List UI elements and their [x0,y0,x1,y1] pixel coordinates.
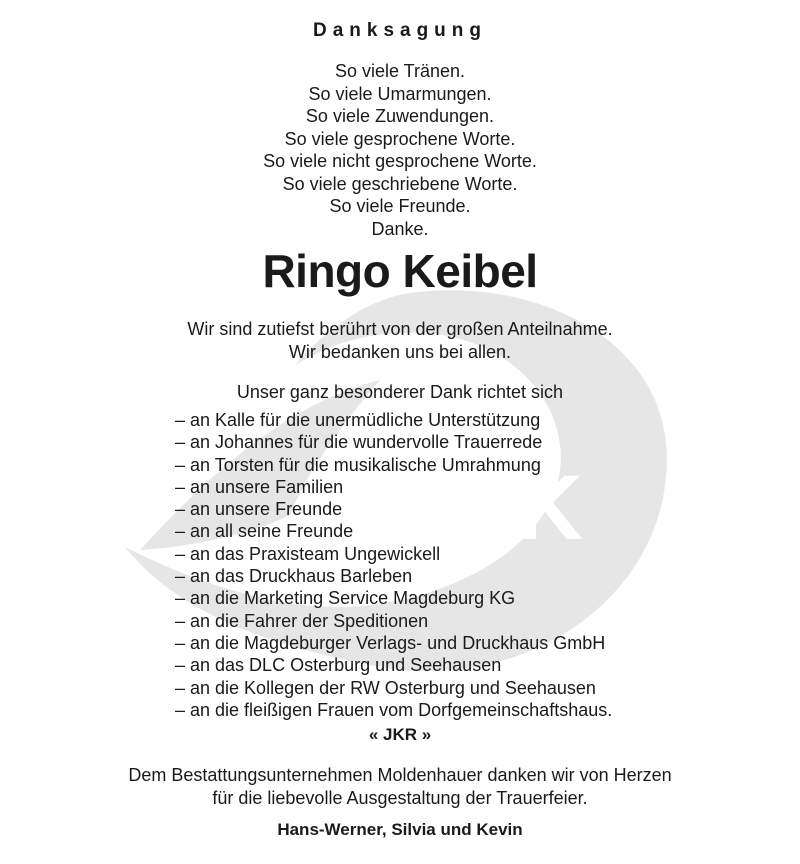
list-item: – an all seine Freunde [175,521,354,542]
poem-line: So viele nicht gesprochene Worte. [263,151,537,171]
poem-block [0,60,800,240]
list-item: – an die fleißigen Frauen vom Dorfgemeinschaftshaus. [175,699,613,720]
poem-line: So viele Zuwendungen. [305,106,495,126]
family-signature: Hans-Werner, Silvia und Kevin [277,820,523,839]
initials-signature: « JKR » [368,725,432,744]
intro-line: Wir bedanken uns bei allen. [288,341,512,362]
list-item: – an Johannes für die wundervolle Trauerrede [175,432,543,453]
poem-line: So viele Umarmungen. [308,83,492,104]
list-item: – an die Magdeburger Verlags- und Druckhaus GmbH [175,632,606,653]
list-item: – an das Druckhaus Barleben [175,566,413,587]
list-item: – an unsere Freunde [175,499,343,520]
poem-line: Danke. [371,218,429,239]
list-item: – an Torsten für die musikalische Umrahmung [175,454,541,475]
intro-text [0,318,800,363]
list-item: – an die Kollegen der RW Osterburg und Seehausen [175,677,596,698]
intro-line: Wir sind zutiefst berührt von der großen Anteilnahme. [187,319,613,339]
closing-line: für die liebevolle Ausgestaltung der Trauerfeier. [212,787,588,808]
deceased-name: Ringo Keibel [262,245,538,297]
thanks-list [175,409,612,721]
watermark-initials: RK [452,457,581,559]
poem-line: So viele geschriebene Worte. [282,173,518,194]
poem-line: So viele Tränen. [334,61,466,81]
poem-line: So viele gesprochene Worte. [284,128,516,149]
list-item: – an das DLC Osterburg und Seehausen [175,655,502,676]
list-item: – an das Praxisteam Ungewickell [175,543,441,564]
list-item: – an unsere Familien [175,476,344,497]
special-thanks-intro: Unser ganz besonderer Dank richtet sich [236,382,564,402]
list-item: – an Kalle für die unermüdliche Unterstützung [175,410,541,430]
list-item: – an die Marketing Service Magdeburg KG [175,588,516,609]
closing-text [0,764,800,809]
poem-line: So viele Freunde. [329,196,471,216]
closing-line: Dem Bestattungsunternehmen Moldenhauer danken wir von Herzen [128,765,672,785]
list-item: – an die Fahrer der Speditionen [175,610,429,631]
notice-heading: Danksagung [312,20,488,41]
